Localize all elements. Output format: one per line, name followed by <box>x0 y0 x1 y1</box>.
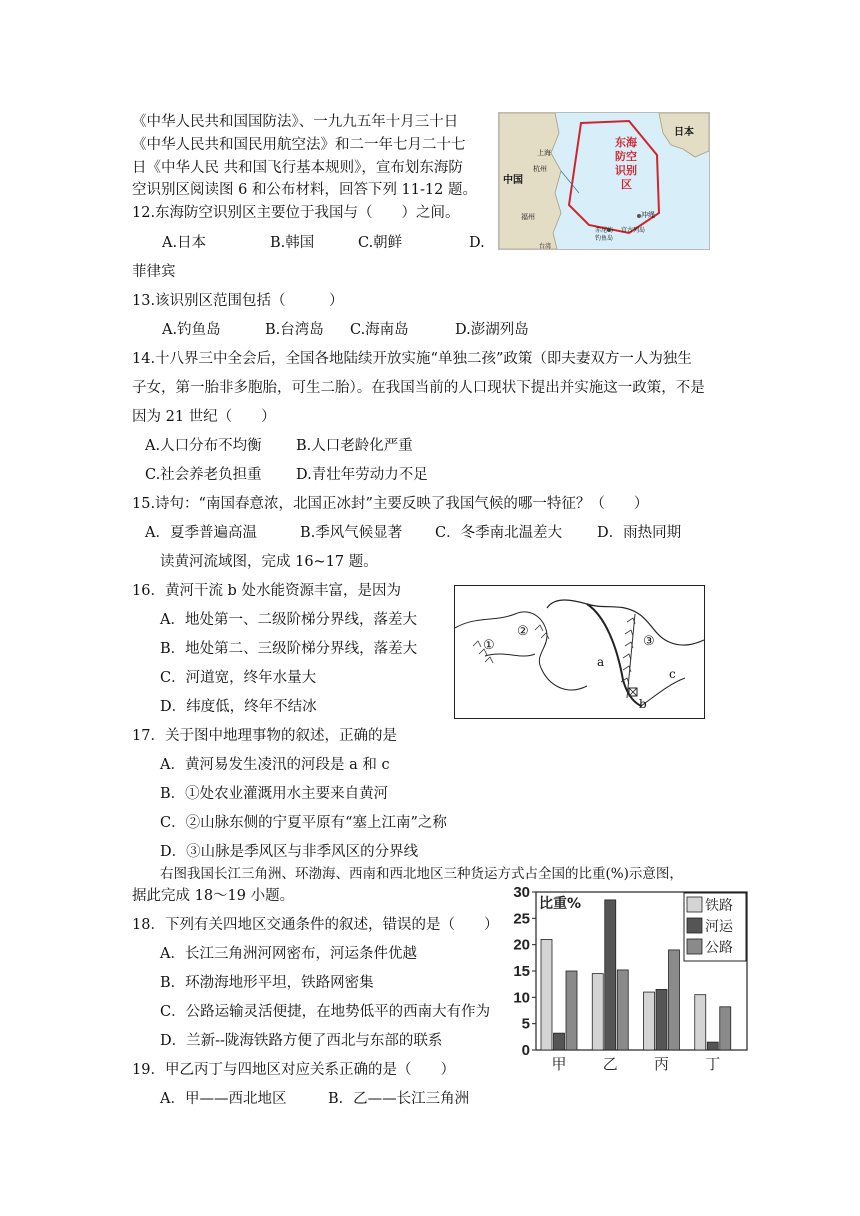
q12-option-a: A.日本 <box>162 235 207 251</box>
y-tick-label: 30 <box>513 884 530 901</box>
hangzhou-label: 杭州 <box>533 165 547 173</box>
gongu-label: 宫古列岛 <box>621 227 646 234</box>
legend-swatch-公路 <box>687 939 702 954</box>
bar-公路-甲 <box>566 971 577 1050</box>
bar-公路-丁 <box>720 1007 731 1050</box>
x-category-label: 丁 <box>705 1055 721 1072</box>
q14-line-1: 14.十八界三中全会后，全国各地陆续开放实施“单独二孩”政策（即夫妻双方一人为独生 <box>132 351 692 367</box>
q12-option-b: B.韩国 <box>270 235 315 251</box>
q17-option-d: D．③山脉是季风区与非季风区的分界线 <box>160 844 419 860</box>
japan-label: 日本 <box>674 127 694 138</box>
mountain-label-1: ① <box>483 638 495 653</box>
q18-option-b: B．环渤海地形平坦，铁路网密集 <box>160 975 374 991</box>
yellow-river-map <box>454 585 705 719</box>
diaoyu-label: 钓鱼岛 <box>595 235 614 242</box>
q16-option-a: A．地处第一、二级阶梯分界线，落差大 <box>160 612 417 628</box>
y-tick-label: 15 <box>513 963 530 980</box>
q17-option-b: B．①处农业灌溉用水主要来自黄河 <box>160 786 389 802</box>
x-category-label: 乙 <box>602 1055 618 1072</box>
q13-option-b: B.台湾岛 <box>265 322 324 338</box>
q14-line-3: 因为 21 世纪（ ） <box>132 409 276 425</box>
q18-stem: 18．下列有关四地区交通条件的叙述，错误的是（ ） <box>132 917 499 933</box>
bar-河运-乙 <box>605 900 616 1050</box>
q13-option-a: A.钓鱼岛 <box>162 322 221 338</box>
q17-option-c: C．②山脉东侧的宁夏平原有“塞上江南”之称 <box>160 815 447 831</box>
q14-option-b: B.人口老龄化严重 <box>296 438 413 454</box>
q15-option-c: C．冬季南北温差大 <box>435 525 563 541</box>
q19-option-a: A．甲——西北地区 <box>160 1091 287 1107</box>
adiz-map <box>498 112 710 250</box>
read-yellow-river: 读黄河流域图，完成 16~17 题。 <box>160 554 378 570</box>
q14-option-c: C.社会养老负担重 <box>145 467 262 483</box>
y-tick-label: 10 <box>513 989 530 1007</box>
q13-option-c: C.海南岛 <box>350 322 409 338</box>
q14-option-d: D.青壮年劳动力不足 <box>296 467 428 483</box>
point-label-b: b <box>639 697 647 711</box>
x-category-label: 甲 <box>551 1055 567 1072</box>
bar-河运-丁 <box>707 1042 718 1050</box>
y-tick-label: 20 <box>513 936 530 954</box>
mountain-label-3: ③ <box>643 634 655 649</box>
q15-stem: 15.诗句：“南国春意浓，北国正冰封”主要反映了我国气候的哪一特征？（ ） <box>132 496 649 512</box>
chiwei-label: 赤尾屿 <box>595 227 614 234</box>
freight-share-chart-svg <box>509 884 751 1072</box>
point-label-a: a <box>597 655 605 669</box>
bar-铁路-丁 <box>695 995 706 1050</box>
q14-option-a: A.人口分布不均衡 <box>145 438 262 454</box>
q12-option-c: C.朝鲜 <box>358 235 403 251</box>
q16-option-d: D．纬度低，终年不结冰 <box>160 699 317 715</box>
q13-option-d: D.澎湖列岛 <box>455 322 529 338</box>
bar-河运-丙 <box>656 989 667 1050</box>
point-label-c: c <box>669 667 676 681</box>
q13-stem: 13.该识别区范围包括（ ） <box>132 293 344 309</box>
taiwan-label: 台湾 <box>539 243 552 250</box>
q12-option-d: D. <box>469 235 485 251</box>
q15-option-b: B.季风气候显著 <box>300 525 403 541</box>
q15-option-d: D．雨热同期 <box>597 525 682 541</box>
bar-公路-乙 <box>617 970 628 1050</box>
q12-option-d-cont: 菲律宾 <box>132 264 176 280</box>
q18-option-a: A．长江三角洲河网密布，河运条件优越 <box>160 946 417 962</box>
q17-option-a: A．黄河易发生凌汛的河段是 a 和 c <box>160 757 390 773</box>
mountain-label-2: ② <box>517 624 529 639</box>
intro-line-1: 《中华人民共和国国防法》、一九九五年十月三十日 <box>132 114 459 130</box>
q16-option-c: C．河道宽，终年水量大 <box>160 670 317 686</box>
bar-铁路-乙 <box>592 974 603 1050</box>
y-axis-label: 比重% <box>539 896 582 912</box>
legend-label-铁路: 铁路 <box>705 898 733 914</box>
bar-铁路-丙 <box>644 992 655 1050</box>
chart-intro-line-2: 据此完成 18～19 小题。 <box>132 888 295 904</box>
fuzhou-label: 福州 <box>521 213 535 221</box>
q16-option-b: B．地处第二、三级阶梯分界线，落差大 <box>160 641 418 657</box>
y-tick-label: 5 <box>521 1015 530 1033</box>
bar-河运-甲 <box>554 1033 565 1050</box>
q18-option-d: D．兰新--陇海铁路方便了西北与东部的联系 <box>160 1033 443 1049</box>
zone-label-3: 识别 <box>615 164 637 177</box>
zone-label-2: 防空 <box>615 150 637 163</box>
legend-label-公路: 公路 <box>705 940 733 956</box>
q18-option-c: C．公路运输灵活便捷，在地势低平的西南大有作为 <box>160 1004 491 1020</box>
zone-label-1: 东海 <box>615 136 637 149</box>
x-category-label: 丙 <box>653 1055 670 1072</box>
q19-option-b: B．乙——长江三角洲 <box>328 1091 470 1107</box>
okinawa-label: 冲绳 <box>641 211 655 219</box>
q15-option-a: A．夏季普遍高温 <box>145 525 257 541</box>
legend-label-河运: 河运 <box>705 919 733 935</box>
q12-stem: 12.东海防空识别区主要位于我国与（ ）之间。 <box>132 205 460 221</box>
legend-swatch-铁路 <box>687 897 702 912</box>
zone-label-4: 区 <box>621 178 632 191</box>
q14-line-2: 子女，第一胎非多胞胎，可生二胎）。在我国当前的人口现状下提出并实施这一政策，不是 <box>132 380 705 396</box>
intro-line-3: 日《中华人民 共和国飞行基本规则》，宣布划东海防 <box>132 160 463 176</box>
q16-stem: 16．黄河干流 b 处水能资源丰富，是因为 <box>132 583 401 599</box>
bar-公路-丙 <box>669 950 680 1050</box>
freight-share-chart <box>509 884 751 1072</box>
bar-铁路-甲 <box>541 939 552 1050</box>
y-tick-label: 0 <box>521 1042 530 1059</box>
china-label: 中国 <box>503 175 523 186</box>
intro-line-2: 《中华人民共和国民用航空法》和二一年七月二十七 <box>132 137 466 153</box>
shanghai-label: 上海 <box>537 149 551 157</box>
q19-stem: 19．甲乙丙丁与四地区对应关系正确的是（ ） <box>132 1062 455 1078</box>
y-tick-label: 25 <box>513 910 530 928</box>
legend-swatch-河运 <box>687 918 702 933</box>
intro-line-4: 空识别区阅读图 6 和公布材料，回答下列 11-12 题。 <box>132 182 477 198</box>
chart-intro-line-1: 右图我国长江三角洲、环渤海、西南和西北地区三种货运方式占全国的比重(%)示意图， <box>160 866 683 882</box>
q17-stem: 17．关于图中地理事物的叙述，正确的是 <box>132 728 397 744</box>
